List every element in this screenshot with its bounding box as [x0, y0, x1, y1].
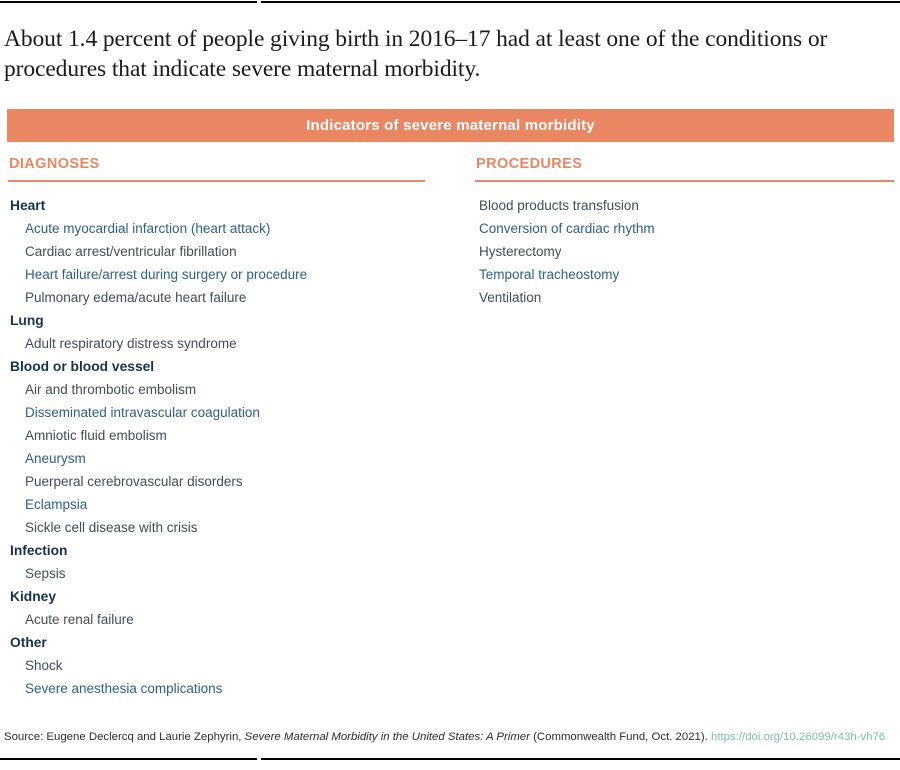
category-row: Kidney [10, 589, 56, 604]
doi-link[interactable]: https://doi.org/10.26099/r43h-vh76 [711, 731, 886, 743]
item-row[interactable]: Heart failure/arrest during surgery or procedure [25, 267, 308, 282]
item-row[interactable]: Conversion of cardiac rhythm [479, 221, 655, 236]
source-prefix: Source: Eugene Declercq and Laurie Zephyrin, [4, 731, 245, 743]
bottom-rule-right-segment [261, 758, 900, 760]
category-row: Lung [10, 313, 44, 328]
category-row: Other [10, 635, 47, 650]
diagnoses-column [8, 152, 425, 700]
category-row: Heart [10, 198, 46, 213]
item-row: Air and thrombotic embolism [25, 382, 197, 397]
item-row: Shock [25, 658, 63, 673]
item-row[interactable]: Disseminated intravascular coagulation [25, 405, 260, 420]
item-row: Hysterectomy [479, 244, 562, 259]
source-line [4, 730, 896, 745]
category-row: Infection [10, 543, 68, 558]
procedures-column [475, 152, 894, 700]
item-row: Acute renal failure [25, 612, 134, 627]
item-row: Sepsis [25, 566, 66, 581]
item-row: Blood products transfusion [479, 198, 639, 213]
source-suffix: (Commonwealth Fund, Oct. 2021). [529, 731, 711, 743]
column-spacer [425, 152, 475, 700]
banner-heading: Indicators of severe maternal morbidity [7, 109, 894, 142]
category-row: Blood or blood vessel [10, 359, 155, 374]
item-row: Puerperal cerebrovascular disorders [25, 474, 243, 489]
procedures-header: PROCEDURES [475, 152, 894, 182]
item-row[interactable]: Aneurysm [25, 451, 86, 466]
top-rule-left-segment [0, 1, 257, 3]
procedures-list [475, 194, 894, 309]
item-row[interactable]: Acute myocardial infarction (heart attack) [25, 221, 271, 236]
diagnoses-list [8, 194, 425, 700]
item-row: Amniotic fluid embolism [25, 428, 167, 443]
item-row[interactable]: Eclampsia [25, 497, 88, 512]
item-row: Sickle cell disease with crisis [25, 520, 198, 535]
item-row[interactable]: Temporal tracheostomy [479, 267, 620, 282]
item-row: Ventilation [479, 290, 542, 305]
bottom-rule [0, 758, 900, 760]
source-publication-title: Severe Maternal Morbidity in the United States: A Primer [244, 731, 530, 743]
item-row: Adult respiratory distress syndrome [25, 336, 237, 351]
item-row[interactable]: Severe anesthesia complications [25, 681, 223, 696]
item-row: Cardiac arrest/ventricular fibrillation [25, 244, 237, 259]
item-row: Pulmonary edema/acute heart failure [25, 290, 247, 305]
top-rule-right-segment [261, 1, 900, 3]
top-rule [0, 1, 900, 3]
two-column-layout [8, 152, 894, 700]
diagnoses-header: DIAGNOSES [8, 152, 425, 182]
bottom-rule-left-segment [0, 758, 257, 760]
exhibit-title: About 1.4 percent of people giving birth in 2016–17 had at least one of the conditions or procedures that indicate severe maternal morbidity. [4, 26, 828, 82]
